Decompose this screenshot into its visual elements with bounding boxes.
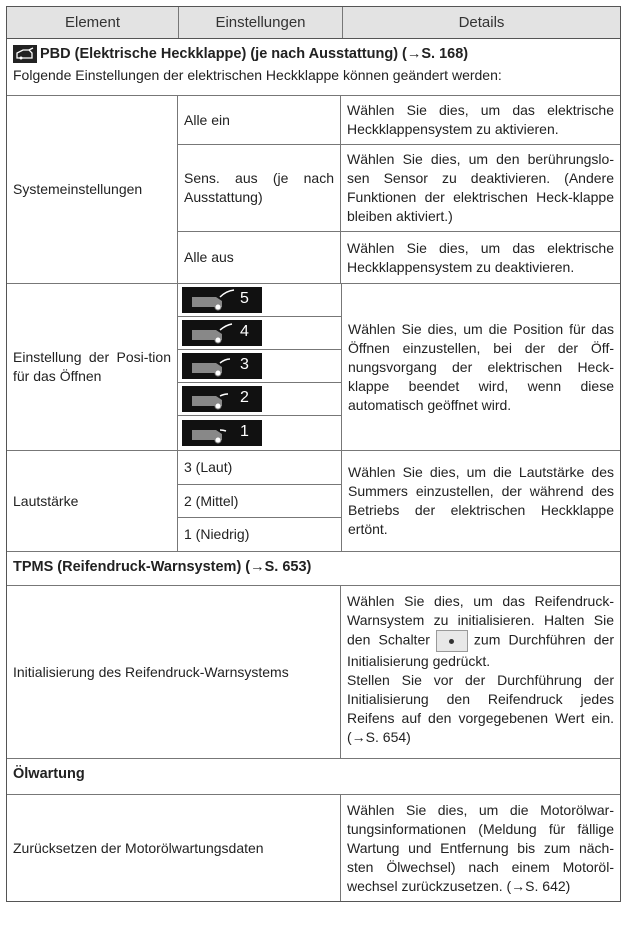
settings-table: [6, 6, 621, 902]
oil-title: Ölwartung: [13, 766, 85, 782]
detail-all-on: Wählen Sie dies, um das elektrische Heckklappensystem zu aktivieren.: [347, 102, 614, 137]
position-level-3: [178, 350, 341, 383]
pbd-section-header: [7, 39, 620, 96]
pbd-subtitle: Folgende Einstellungen der elektrischen Heckklappe können geändert werden:: [13, 67, 502, 83]
volume-detail: Wählen Sie dies, um die Lautstärke des Summers einzustellen, der während des Betriebs der elektrischen Heckklappe ertönt.: [348, 464, 614, 537]
tpms-detail: [341, 586, 620, 758]
position-number: 3: [240, 356, 249, 373]
oil-detail: Wählen Sie dies, um die Motorölwar-tungsinformationen (Meldung für fällige Wartung und Entfernung bis zum näch-sten Ölwechsel) nach einem Motoröl-wechsel zurückzusetzen. (→S. 642): [347, 801, 614, 894]
volume-row: [7, 451, 620, 552]
tpms-detail-part2: zum Durchführen der Initialisierung gedrückt.: [347, 631, 614, 669]
volume-options: [178, 451, 342, 551]
setting-sensor-off: Sens. aus (je nach Ausstattung): [178, 145, 341, 231]
header-element: Element: [7, 7, 179, 38]
position-level-1: [178, 416, 341, 449]
tailgate-icon: [13, 45, 37, 63]
header-settings: Einstellungen: [179, 7, 343, 38]
setting-all-on: Alle ein: [178, 96, 341, 144]
setting-all-off: Alle aus: [178, 232, 341, 283]
oil-section-header: [7, 759, 620, 795]
volume-loud: 3 (Laut): [178, 451, 341, 485]
tpms-row: [7, 586, 620, 759]
volume-low: 1 (Niedrig): [184, 526, 250, 543]
oil-label: Zurücksetzen der Motorölwartungsdaten: [7, 795, 341, 901]
opening-position-row: [7, 284, 620, 451]
volume-label: Lautstärke: [7, 451, 178, 551]
table-header: [7, 7, 620, 39]
option-row: [178, 232, 620, 283]
system-settings-label: Systemeinstellungen: [7, 96, 178, 283]
tailgate-position-icon: [182, 320, 262, 346]
system-settings-row: [7, 96, 620, 284]
position-number: 5: [240, 290, 249, 307]
tpms-switch-icon: [436, 630, 468, 652]
detail-sensor-off: Wählen Sie dies, um den berührungslo-sen Sensor zu deaktivieren. (Andere Funktionen der elektrischen Heck-klappe bleiben aktiviert.): [347, 151, 614, 224]
detail-all-off: Wählen Sie dies, um das elektrische Heckklappensystem zu deaktivieren.: [347, 239, 614, 275]
position-level-4: [178, 317, 341, 350]
tailgate-position-icon: [182, 353, 262, 379]
oil-row: [7, 795, 620, 901]
option-row: [178, 145, 620, 232]
position-level-2: [178, 383, 341, 416]
position-number: 2: [240, 389, 249, 406]
position-number: 1: [240, 422, 249, 440]
tailgate-position-icon: [182, 287, 262, 313]
position-levels: [178, 284, 342, 450]
tpms-detail-part1: Wählen Sie dies, um das Reifendruck-Warnsystem zu initialisieren. Halten Sie den Schalter: [347, 593, 614, 648]
tpms-section-header: [7, 552, 620, 586]
opening-position-label: Einstellung der Posi-tion für das Öffnen: [7, 284, 178, 450]
tailgate-position-icon: [182, 386, 262, 412]
tailgate-position-icon: [182, 420, 262, 446]
tpms-title: TPMS (Reifendruck-Warnsystem) (→S. 653): [13, 559, 312, 575]
position-level-5: [178, 284, 341, 317]
volume-medium: 2 (Mittel): [178, 485, 341, 519]
option-row: [178, 96, 620, 145]
header-details: Details: [458, 14, 505, 31]
tpms-label: Initialisierung des Reifendruck-Warnsystems: [7, 586, 341, 758]
opening-position-detail: Wählen Sie dies, um die Position für das Öffnen einzustellen, bei der der Öff-nungsvorgang der elektrischen Heck-klappe beendet wird, wenn diese automatisch geöffnet wird.: [348, 320, 614, 413]
pbd-title: PBD (Elektrische Heckklappe) (je nach Ausstattung) (→S. 168): [40, 46, 469, 62]
position-number: 4: [240, 323, 249, 340]
tpms-detail-part3: Stellen Sie vor der Durchführung der Initialisierung den Reifendruck jedes Reifens auf den vorgegebenen Wert ein. (→S. 654): [347, 672, 614, 745]
